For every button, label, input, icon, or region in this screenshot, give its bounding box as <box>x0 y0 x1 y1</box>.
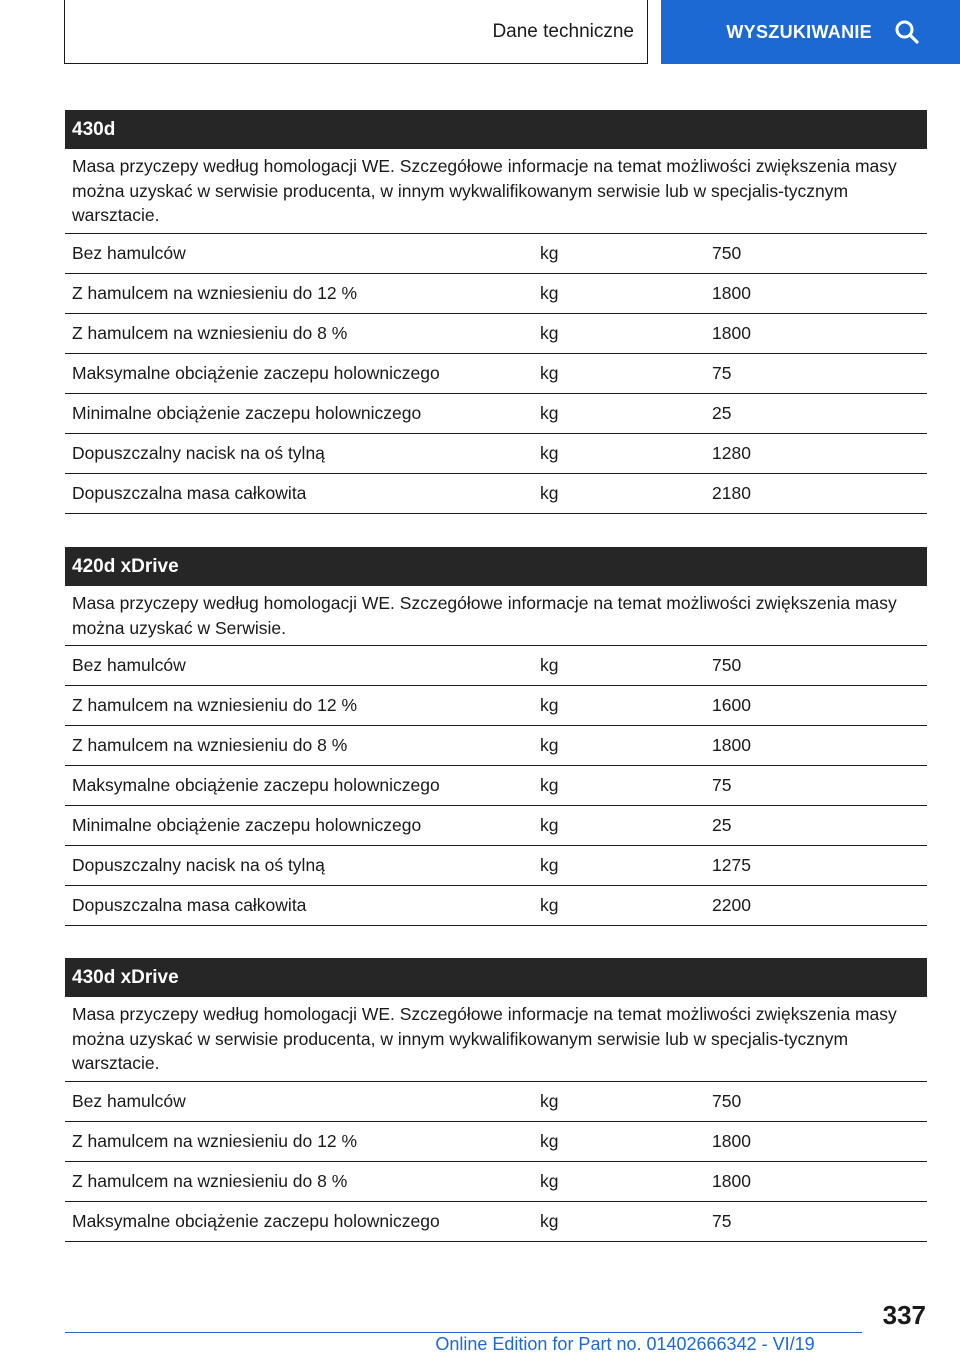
row-unit: kg <box>540 855 559 875</box>
table-row <box>65 846 927 886</box>
row-label: Z hamulcem na wzniesieniu do 8 % <box>72 322 348 343</box>
row-label: Bez hamulców <box>72 655 186 675</box>
search-button[interactable] <box>661 0 960 64</box>
table-row <box>65 886 927 926</box>
row-value: 1800 <box>712 322 751 343</box>
row-unit: kg <box>540 1130 559 1151</box>
row-unit: kg <box>540 655 559 675</box>
row-unit: kg <box>540 895 559 915</box>
table-row <box>65 766 927 806</box>
row-value: 1800 <box>712 282 751 303</box>
row-unit: kg <box>540 282 559 303</box>
table-row <box>65 806 927 846</box>
row-value: 1280 <box>712 442 751 463</box>
row-label: Maksymalne obciążenie zaczepu holowniczego <box>72 775 440 795</box>
row-unit: kg <box>540 322 559 343</box>
table-row <box>65 394 927 434</box>
row-unit: kg <box>540 242 559 263</box>
search-button-label: WYSZUKIWANIE <box>726 21 872 42</box>
table-row <box>65 686 927 726</box>
row-value: 750 <box>712 655 742 675</box>
row-label: Z hamulcem na wzniesieniu do 8 % <box>72 1170 348 1191</box>
block-description: Masa przyczepy według homologacji WE. Szczegółowe informacje na temat możliwości zwiększenia masy można uzyskać w serwisie producenta, w innym wykwalifikowanym serwisie lub w specjalis-tycznym warsztacie. <box>65 997 927 1082</box>
row-label: Z hamulcem na wzniesieniu do 12 % <box>72 1130 358 1151</box>
row-value: 75 <box>712 362 732 383</box>
row-label: Z hamulcem na wzniesieniu do 8 % <box>72 735 348 755</box>
row-value: 1275 <box>712 855 751 875</box>
spec-block-430d-xdrive <box>65 958 927 1242</box>
row-unit: kg <box>540 1090 559 1111</box>
table-row <box>65 274 927 314</box>
row-label: Dopuszczalna masa całkowita <box>72 482 307 503</box>
table-row <box>65 1082 927 1122</box>
row-value: 75 <box>712 775 732 795</box>
row-label: Maksymalne obciążenie zaczepu holowniczego <box>72 362 440 383</box>
spec-block-420d-xdrive <box>65 547 927 926</box>
row-unit: kg <box>540 815 559 835</box>
row-unit: kg <box>540 1170 559 1191</box>
row-label: Dopuszczalny nacisk na oś tylną <box>72 855 325 875</box>
row-unit: kg <box>540 735 559 755</box>
row-label: Z hamulcem na wzniesieniu do 12 % <box>72 282 358 303</box>
row-unit: kg <box>540 482 559 503</box>
table-row <box>65 646 927 686</box>
row-unit: kg <box>540 775 559 795</box>
row-unit: kg <box>540 362 559 383</box>
row-value: 25 <box>712 815 732 835</box>
row-label: Minimalne obciążenie zaczepu holowniczego <box>72 815 422 835</box>
spec-block-430d <box>65 110 927 514</box>
row-label: Dopuszczalna masa całkowita <box>72 895 307 915</box>
table-row <box>65 234 927 274</box>
table-row <box>65 1162 927 1202</box>
table-row <box>65 1202 927 1242</box>
section-title: Dane techniczne <box>64 0 648 64</box>
row-value: 75 <box>712 1210 732 1231</box>
table-row <box>65 354 927 394</box>
block-description: Masa przyczepy według homologacji WE. Szczegółowe informacje na temat możliwości zwiększenia masy można uzyskać w Serwisie. <box>65 586 927 646</box>
page-number: 337 <box>882 1300 926 1330</box>
row-label: Bez hamulców <box>72 1090 186 1111</box>
row-value: 1600 <box>712 695 751 715</box>
edition-footer: Online Edition for Part no. 01402666342 - VI/19 <box>435 1334 815 1354</box>
row-label: Maksymalne obciążenie zaczepu holowniczego <box>72 1210 440 1231</box>
row-label: Z hamulcem na wzniesieniu do 12 % <box>72 695 358 715</box>
table-row <box>65 726 927 766</box>
row-value: 2200 <box>712 895 751 915</box>
block-title: 430d <box>65 110 927 149</box>
row-value: 1800 <box>712 1130 751 1151</box>
row-value: 750 <box>712 1090 742 1111</box>
row-label: Bez hamulców <box>72 242 186 263</box>
block-description: Masa przyczepy według homologacji WE. Szczegółowe informacje na temat możliwości zwiększenia masy można uzyskać w serwisie producenta, w innym wykwalifikowanym serwisie lub w specjalis-tycznym warsztacie. <box>65 149 927 234</box>
table-row <box>65 1122 927 1162</box>
search-icon <box>894 19 920 45</box>
row-value: 2180 <box>712 482 751 503</box>
row-unit: kg <box>540 442 559 463</box>
row-label: Dopuszczalny nacisk na oś tylną <box>72 442 325 463</box>
row-unit: kg <box>540 402 559 423</box>
footer-divider <box>65 1332 862 1333</box>
table-row <box>65 314 927 354</box>
row-value: 25 <box>712 402 732 423</box>
row-label: Minimalne obciążenie zaczepu holowniczego <box>72 402 422 423</box>
row-value: 750 <box>712 242 742 263</box>
page-header <box>0 0 960 66</box>
row-value: 1800 <box>712 735 751 755</box>
block-title: 430d xDrive <box>65 958 927 997</box>
row-unit: kg <box>540 1210 559 1231</box>
row-value: 1800 <box>712 1170 751 1191</box>
row-unit: kg <box>540 695 559 715</box>
table-row <box>65 434 927 474</box>
block-title: 420d xDrive <box>65 547 927 586</box>
table-row <box>65 474 927 514</box>
